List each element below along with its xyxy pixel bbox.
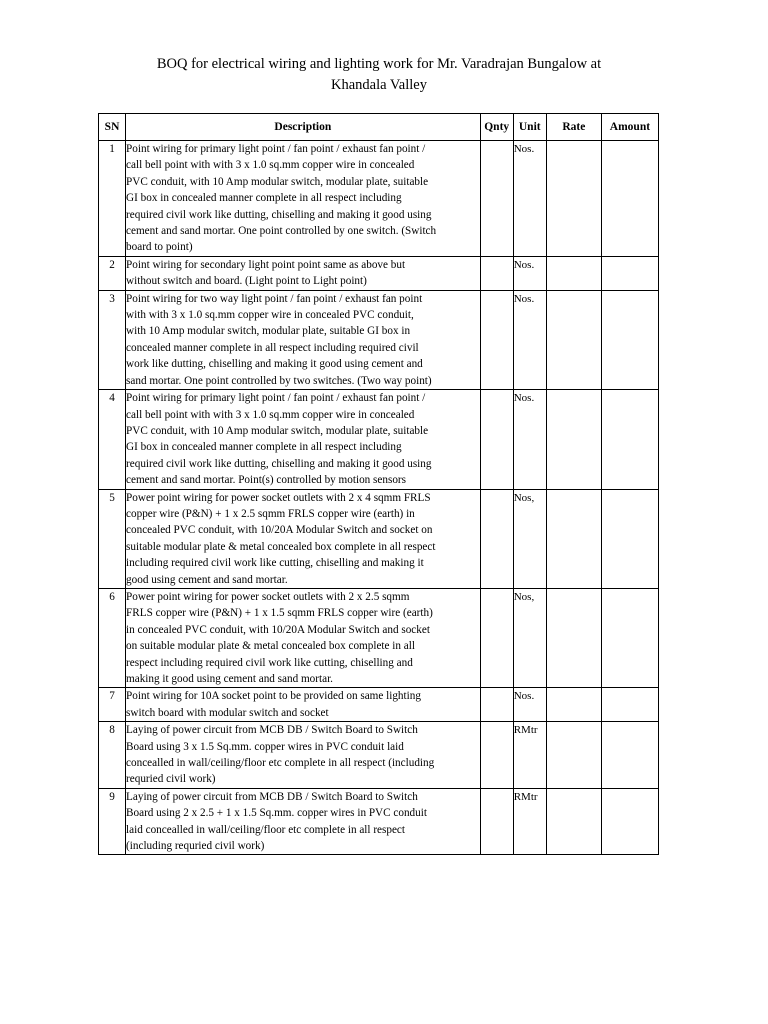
description-line: laid concealled in wall/ceiling/floor etc complete in all respect [126, 823, 405, 836]
description-line: GI box in concealed manner complete in all respect including [126, 192, 402, 205]
row-amount [601, 256, 658, 290]
row-description [126, 256, 481, 290]
row-qnty [480, 722, 513, 789]
row-qnty [480, 141, 513, 257]
row-description [126, 688, 481, 722]
description-line: on suitable modular plate & metal concealed box complete in all [126, 640, 415, 653]
row-rate [546, 290, 601, 389]
table-body [99, 141, 659, 855]
header-unit: Unit [513, 114, 546, 141]
description-line: (including requried civil work) [126, 840, 265, 853]
row-description [126, 788, 481, 855]
row-sn: 1 [99, 141, 126, 257]
row-rate [546, 489, 601, 588]
row-rate [546, 788, 601, 855]
row-unit: Nos. [513, 688, 546, 722]
row-rate [546, 141, 601, 257]
row-unit: Nos. [513, 390, 546, 489]
description-line: switch board with modular switch and socket [126, 706, 329, 719]
description-line: copper wire (P&N) + 1 x 2.5 sqmm FRLS copper wire (earth) in [126, 507, 415, 520]
description-line: cement and sand mortar. Point(s) controlled by motion sensors [126, 474, 406, 487]
row-amount [601, 489, 658, 588]
row-qnty [480, 588, 513, 687]
row-sn: 4 [99, 390, 126, 489]
description-line: sand mortar. One point controlled by two switches. (Two way point) [126, 374, 432, 387]
header-description: Description [126, 114, 481, 141]
row-description [126, 390, 481, 489]
description-line: Power point wiring for power socket outlets with 2 x 4 sqmm FRLS [126, 491, 431, 504]
row-description [126, 588, 481, 687]
table-row [99, 588, 659, 687]
row-amount [601, 688, 658, 722]
row-sn: 8 [99, 722, 126, 789]
row-sn: 7 [99, 688, 126, 722]
row-amount [601, 290, 658, 389]
boq-table [98, 113, 659, 855]
description-line: Point wiring for secondary light point point same as above but [126, 258, 406, 271]
row-sn: 2 [99, 256, 126, 290]
row-qnty [480, 489, 513, 588]
row-description [126, 290, 481, 389]
row-rate [546, 688, 601, 722]
description-line: requried civil work) [126, 773, 216, 786]
row-description [126, 141, 481, 257]
row-amount [601, 141, 658, 257]
description-line: cement and sand mortar. One point controlled by one switch. (Switch [126, 225, 437, 238]
description-line: without switch and board. (Light point to Light point) [126, 275, 367, 288]
header-sn: SN [99, 114, 126, 141]
description-line: Point wiring for 10A socket point to be provided on same lighting [126, 690, 421, 703]
row-unit: Nos. [513, 141, 546, 257]
table-header-row [99, 114, 659, 141]
description-line: in concealed PVC conduit, with 10/20A Modular Switch and socket [126, 623, 430, 636]
row-rate [546, 588, 601, 687]
description-line: Point wiring for primary light point / fan point / exhaust fan point / [126, 143, 426, 155]
row-rate [546, 390, 601, 489]
description-line: including required civil work like cutting, chiselling and making it [126, 557, 424, 570]
row-qnty [480, 688, 513, 722]
description-line: suitable modular plate & metal concealed box complete in all respect [126, 540, 436, 553]
row-qnty [480, 290, 513, 389]
description-line: Laying of power circuit from MCB DB / Switch Board to Switch [126, 790, 418, 803]
row-amount [601, 788, 658, 855]
table-row [99, 141, 659, 257]
description-line: respect including required civil work like cutting, chiselling and [126, 656, 413, 669]
description-line: Board using 2 x 2.5 + 1 x 1.5 Sq.mm. copper wires in PVC conduit [126, 807, 427, 820]
row-unit: Nos. [513, 290, 546, 389]
description-line: Point wiring for two way light point / fan point / exhaust fan point [126, 292, 423, 305]
row-unit: Nos, [513, 489, 546, 588]
document-title-line-2: Khandala Valley [331, 77, 427, 93]
document-title-line-1: BOQ for electrical wiring and lighting work for Mr. Varadrajan Bungalow at [156, 56, 602, 72]
row-qnty [480, 390, 513, 489]
row-rate [546, 256, 601, 290]
description-line: Point wiring for primary light point / fan point / exhaust fan point / [126, 392, 426, 405]
row-description [126, 722, 481, 789]
description-line: concealled in wall/ceiling/floor etc complete in all respect (including [126, 757, 435, 770]
description-line: GI box in concealed manner complete in all respect including [126, 441, 402, 454]
description-line: board to point) [126, 241, 193, 254]
row-unit: Nos. [513, 256, 546, 290]
table-row [99, 256, 659, 290]
description-line: required civil work like dutting, chiselling and making it good using [126, 208, 432, 221]
row-rate [546, 722, 601, 789]
description-line: Laying of power circuit from MCB DB / Switch Board to Switch [126, 724, 418, 737]
description-line: Board using 3 x 1.5 Sq.mm. copper wires in PVC conduit laid [126, 740, 404, 753]
header-amount: Amount [601, 114, 658, 141]
row-description [126, 489, 481, 588]
row-sn: 6 [99, 588, 126, 687]
header-rate: Rate [546, 114, 601, 141]
row-sn: 3 [99, 290, 126, 389]
table-row [99, 688, 659, 722]
description-line: PVC conduit, with 10 Amp modular switch, modular plate, suitable [126, 175, 429, 188]
table-row [99, 722, 659, 789]
description-line: PVC conduit, with 10 Amp modular switch, modular plate, suitable [126, 424, 429, 437]
description-line: call bell point with with 3 x 1.0 sq.mm copper wire in concealed [126, 408, 415, 421]
description-line: concealed manner complete in all respect including required civil [126, 341, 419, 354]
description-line: FRLS copper wire (P&N) + 1 x 1.5 sqmm FRLS copper wire (earth) [126, 607, 433, 620]
row-unit: RMtr [513, 788, 546, 855]
description-line: with 10 Amp modular switch, modular plate, suitable GI box in [126, 325, 411, 338]
description-line: making it good using cement and sand mortar. [126, 673, 333, 685]
table-row [99, 489, 659, 588]
table-row [99, 290, 659, 389]
row-amount [601, 390, 658, 489]
description-line: concealed PVC conduit, with 10/20A Modular Switch and socket on [126, 524, 433, 537]
description-line: work like dutting, chiselling and making it good using cement and [126, 358, 423, 371]
document-title [100, 54, 658, 96]
table-row [99, 390, 659, 489]
row-sn: 5 [99, 489, 126, 588]
row-amount [601, 588, 658, 687]
table-row [99, 788, 659, 855]
row-qnty [480, 256, 513, 290]
description-line: call bell point with with 3 x 1.0 sq.mm copper wire in concealed [126, 159, 415, 172]
row-amount [601, 722, 658, 789]
row-qnty [480, 788, 513, 855]
header-qnty: Qnty [480, 114, 513, 141]
row-unit: RMtr [513, 722, 546, 789]
description-line: Power point wiring for power socket outlets with 2 x 2.5 sqmm [126, 590, 410, 603]
description-line: with with 3 x 1.0 sq.mm copper wire in concealed PVC conduit, [126, 309, 414, 322]
row-sn: 9 [99, 788, 126, 855]
description-line: good using cement and sand mortar. [126, 573, 288, 586]
row-unit: Nos, [513, 588, 546, 687]
description-line: required civil work like dutting, chiselling and making it good using [126, 457, 432, 470]
